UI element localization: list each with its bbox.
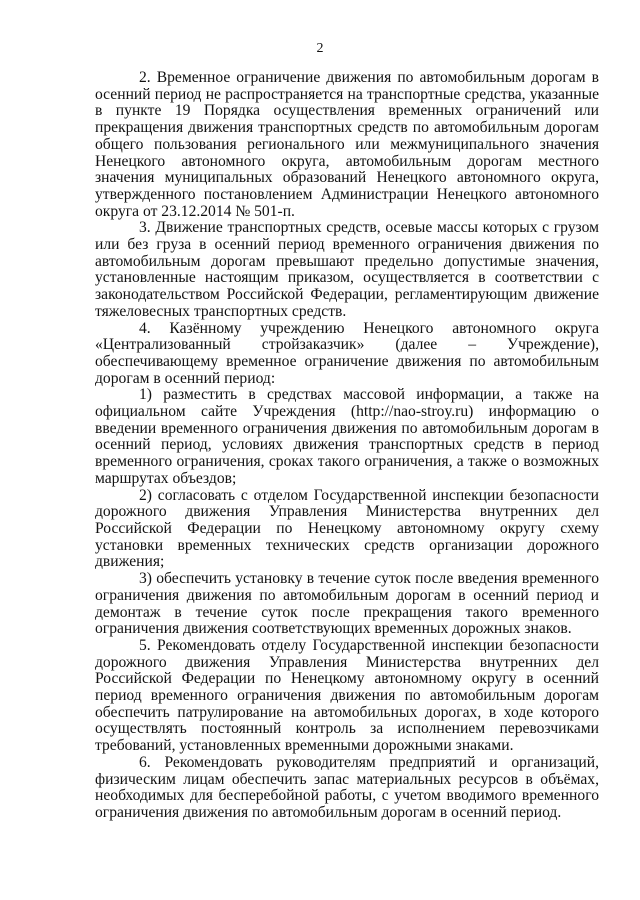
paragraph-4-3-install-signs: 3) обеспечить установку в течение суток после введения временного ограничения движения по автомобильным дорогам в осенний период и демонтаж в течение суток после прекращения такого временного ограничения движения соответствующих временных дорожных знаков. xyxy=(95,570,599,638)
paragraph-5-traffic-police: 5. Рекомендовать отделу Государственной инспекции безопасности дорожного движения Управления Министерства внутренних дел Российской Федерации по Ненецкому автономному округу в осенний период временного ограничения движения по автомобильным дорогам обеспечить патрулирование на автомобильных дорогах, в ходе которого осуществлять постоянный контроль за исполнением перевозчиками требований, установленных временными дорожными знаками. xyxy=(95,636,599,755)
paragraph-3-heavy-vehicles: 3. Движение транспортных средств, осевые массы которых с грузом или без груза в осенний период временного ограничения движения по автомобильным дорогам превышают предельно допустимые значения, установленные настоящим приказом, осуществляется в соответствии с законодательством Российской Федерации, регламентирующим движение тяжеловесных транспортных средств. xyxy=(95,219,599,320)
paragraph-4-institution: 4. Казённому учреждению Ненецкого автономного округа «Централизованный стройзаказчик» (далее – Учреждение), обеспечивающему временное ограничение движения по автомобильным дорогам в осенний период: xyxy=(95,319,599,387)
paragraph-6-reserves: 6. Рекомендовать руководителям предприятий и организаций, физическим лицам обеспечить запас материальных ресурсов в объёмах, необходимых для бесперебойной работы, с учетом вводимого временного ограничения движения по автомобильным дорогам в осенний период. xyxy=(95,753,599,821)
paragraph-2-exemptions: 2. Временное ограничение движения по автомобильным дорогам в осенний период не распространяется на транспортные средства, указанные в пункте 19 Порядка осуществления временных ограничений или прекращения движения транспортных средств по автомобильным дорогам общего пользования регионального или межмуниципального значения Ненецкого автономного округа, автомобильным дорогам местного значения муниципальных образований Ненецкого автономного округа, утвержденного постановлением Администрации Ненецкого автономного округа от 23.12.2014 № 501-п. xyxy=(95,69,599,220)
paragraph-4-1-publish-info: 1) разместить в средствах массовой информации, а также на официальном сайте Учреждения (http://nao-stroy.ru) информацию о введении временного ограничения движения по автомобильным дорогам в осенний период, условиях движения транспортных средств в период временного ограничения, сроках такого ограничения, а также о возможных маршрутах объездов; xyxy=(95,386,599,487)
page-number: 2 xyxy=(316,41,324,56)
paragraph-4-2-coordinate-scheme: 2) согласовать с отделом Государственной инспекции безопасности дорожного движения Управления Министерства внутренних дел Российской Федерации по Ненецкому автономному округу схему установки временных технических средств организации дорожного движения; xyxy=(95,486,599,571)
document-body xyxy=(95,70,599,822)
